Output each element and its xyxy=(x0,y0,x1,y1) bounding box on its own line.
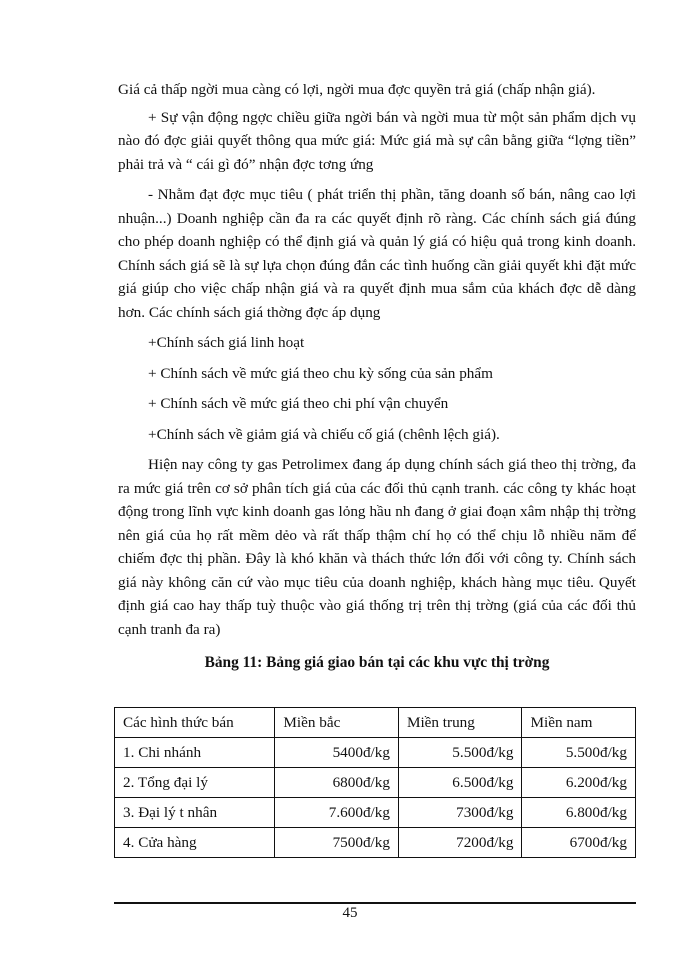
table-row xyxy=(115,828,636,858)
paragraph-price-low: Giá cả thấp ngời mua càng có lợi, ngời mua đợc quyền trả giá (chấp nhận giá). xyxy=(118,81,596,98)
footer-rule xyxy=(114,902,636,904)
table-cell: 5.500đ/kg xyxy=(522,738,636,768)
table-row xyxy=(115,798,636,828)
table-cell: 6.200đ/kg xyxy=(522,768,636,798)
table-caption: Bảng 11: Bảng giá giao bán tại các khu vực thị trờng xyxy=(204,654,550,671)
table-row xyxy=(115,768,636,798)
header-cell: Miền nam xyxy=(522,708,636,738)
table-cell: 6.500đ/kg xyxy=(398,768,522,798)
table-cell: 5400đ/kg xyxy=(275,738,399,768)
header-cell: Miền bắc xyxy=(275,708,399,738)
table-cell: 3. Đại lý t nhân xyxy=(115,798,275,828)
table-header-row xyxy=(115,708,636,738)
policy-item-discount: +Chính sách về giảm giá và chiếu cố giá (chênh lệch giá). xyxy=(148,425,500,443)
policy-item-flexible: +Chính sách giá linh hoạt xyxy=(148,334,305,351)
table-cell: 1. Chi nhánh xyxy=(115,738,275,768)
table-cell: 5.500đ/kg xyxy=(398,738,522,768)
paragraph-pricing-goals: - Nhằm đạt đợc mục tiêu ( phát triển thị phần, tăng doanh số bán, nâng cao lợi nhuận...) Doanh nghiệp cần đa ra các quyết định rõ ràng. Các chính sách giá đúng cho phép doanh nghiệp có thể định giá và quản lý giá có hiệu quả trong kinh doanh. Chính sách giá sẽ là sự lựa chọn đúng đắn các tình huống cần giải quyết khi đặt mức giá giúp cho việc chấp nhận giá và ra quyết định mua sắm của khách đợc dễ dàng hơn. Các chính sách giá thờng đợc áp dụng xyxy=(118,186,636,321)
table-cell: 6700đ/kg xyxy=(522,828,636,858)
paragraph-petrolimex: Hiện nay công ty gas Petrolimex đang áp dụng chính sách giá theo thị trờng, đa ra mức giá trên cơ sở phân tích giá của các đối thủ cạnh tranh. các công ty khác hoạt động trong lĩnh vực kinh doanh gas lỏng hầu nh đang ở giai đoạn xâm nhập thị trờng nên giá của họ rất mềm dẻo và rất thấp thậm chí họ có thể chịu lỗ nhiều năm để chiếm đợc thị phần. Đây là khó khăn và thách thức lớn đối với công ty. Chính sách giá này không căn cứ vào mục tiêu của doanh nghiệp, khách hàng mục tiêu. Quyết định giá cao hay thấp tuỳ thuộc vào giá thống trị trên thị trờng (giá của các đối thủ cạnh tranh đa ra) xyxy=(118,456,636,638)
table-cell: 2. Tổng đại lý xyxy=(115,768,275,798)
table-cell: 6800đ/kg xyxy=(275,768,399,798)
paragraph-price-movement: + Sự vận động ngợc chiều giữa ngời bán và ngời mua từ một sản phẩm dịch vụ nào đó đợc giải quyết thông qua mức giá: Mức giá mà sự cân bằng giữa “lợng tiền” phải trả và “ cái gì đó” nhận đợc tơng ứng xyxy=(118,108,636,173)
price-table xyxy=(114,707,636,858)
table-cell: 4. Cửa hàng xyxy=(115,828,275,858)
table-row xyxy=(115,738,636,768)
table-cell: 7.600đ/kg xyxy=(275,798,399,828)
policy-item-shipping: + Chính sách về mức giá theo chi phí vận chuyển xyxy=(148,395,449,412)
table-cell: 6.800đ/kg xyxy=(522,798,636,828)
body-text xyxy=(118,78,636,648)
table-cell: 7300đ/kg xyxy=(398,798,522,828)
header-cell: Các hình thức bán xyxy=(115,708,275,738)
policy-item-lifecycle: + Chính sách về mức giá theo chu kỳ sống của sản phẩm xyxy=(148,364,493,382)
page-number: 45 xyxy=(342,905,358,921)
table-cell: 7200đ/kg xyxy=(398,828,522,858)
header-cell: Miền trung xyxy=(398,708,522,738)
table-cell: 7500đ/kg xyxy=(275,828,399,858)
